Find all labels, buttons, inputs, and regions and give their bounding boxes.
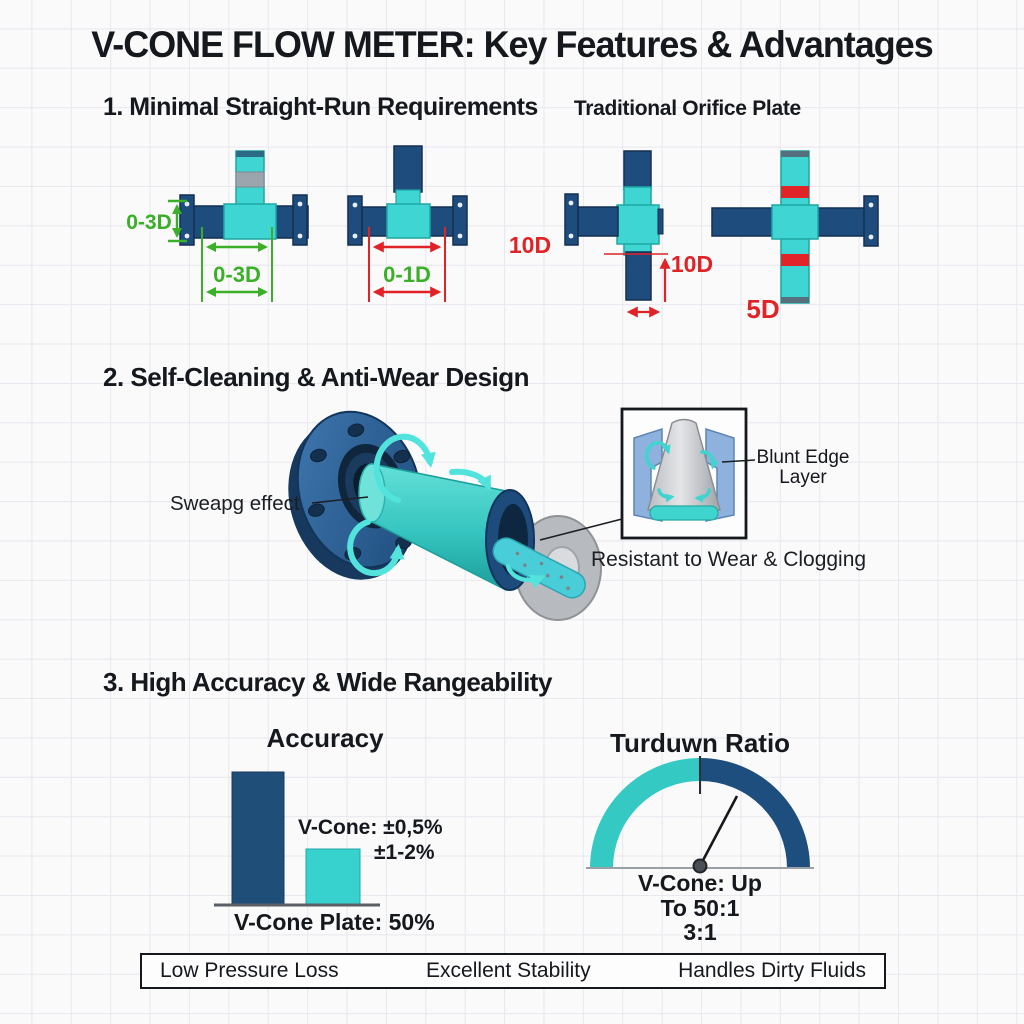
orifice-comparison-heading: Traditional Orifice Plate [573, 97, 801, 120]
dim-label-orifice-10d-left: 10D [508, 232, 552, 258]
page-title: V-CONE FLOW METER: Key Features & Advantages [91, 24, 933, 65]
gauge-caption-line3: 3:1 [683, 919, 717, 945]
footer-item-stability: Excellent Stability [426, 959, 591, 982]
section2-heading: 2. Self-Cleaning & Anti-Wear Design [103, 362, 530, 392]
gauge-title: Turduwn Ratio [610, 728, 791, 758]
bar-annotation-orifice: ±1-2% [374, 841, 435, 864]
section1-heading-row [103, 93, 801, 122]
footer-item-dirty-fluids: Handles Dirty Fluids [678, 959, 866, 982]
gauge-caption-line1: V-Cone: Up [638, 870, 762, 896]
sweep-effect-label: Sweapg effect [170, 492, 300, 515]
gauge-caption-line2: To 50:1 [660, 894, 740, 921]
footer-item-low-pressure: Low Pressure Loss [160, 959, 339, 982]
section3-heading: 3. High Accuracy & Wide Rangeability [103, 667, 552, 697]
resistant-caption: Resistant to Wear & Clogging [591, 548, 867, 571]
bar-axis-caption: V-Cone Plate: 50% [234, 909, 435, 935]
turndown-gauge [586, 756, 814, 873]
dim-label-orifice-10d-right: 10D [670, 251, 714, 277]
dim-label-vcone-short: 0-1D [383, 262, 431, 287]
dim-label-vcone-vertical: 0-3D [126, 211, 172, 234]
diagram-orifice-10d [565, 151, 668, 312]
blunt-edge-label [748, 448, 858, 487]
dim-label-orifice-5d: 5D [746, 294, 780, 324]
meter-3d-illustration [268, 397, 601, 620]
bar-chart-title: Accuracy [266, 723, 384, 753]
gauge-caption [620, 871, 780, 945]
dim-label-vcone-horizontal: 0-3D [213, 262, 261, 287]
bar-annotation-vcone: V-Cone: ±0,5% [298, 816, 443, 839]
section1-heading: 1. Minimal Straight-Run Requirements [103, 93, 538, 121]
diagram-orifice-5d [712, 151, 878, 303]
blunt-edge-label-line2: Layer [779, 466, 827, 488]
inset-cone-detail [622, 409, 746, 538]
benefits-footer-bar [140, 953, 886, 989]
blunt-edge-label-line1: Blunt Edge [756, 447, 850, 468]
